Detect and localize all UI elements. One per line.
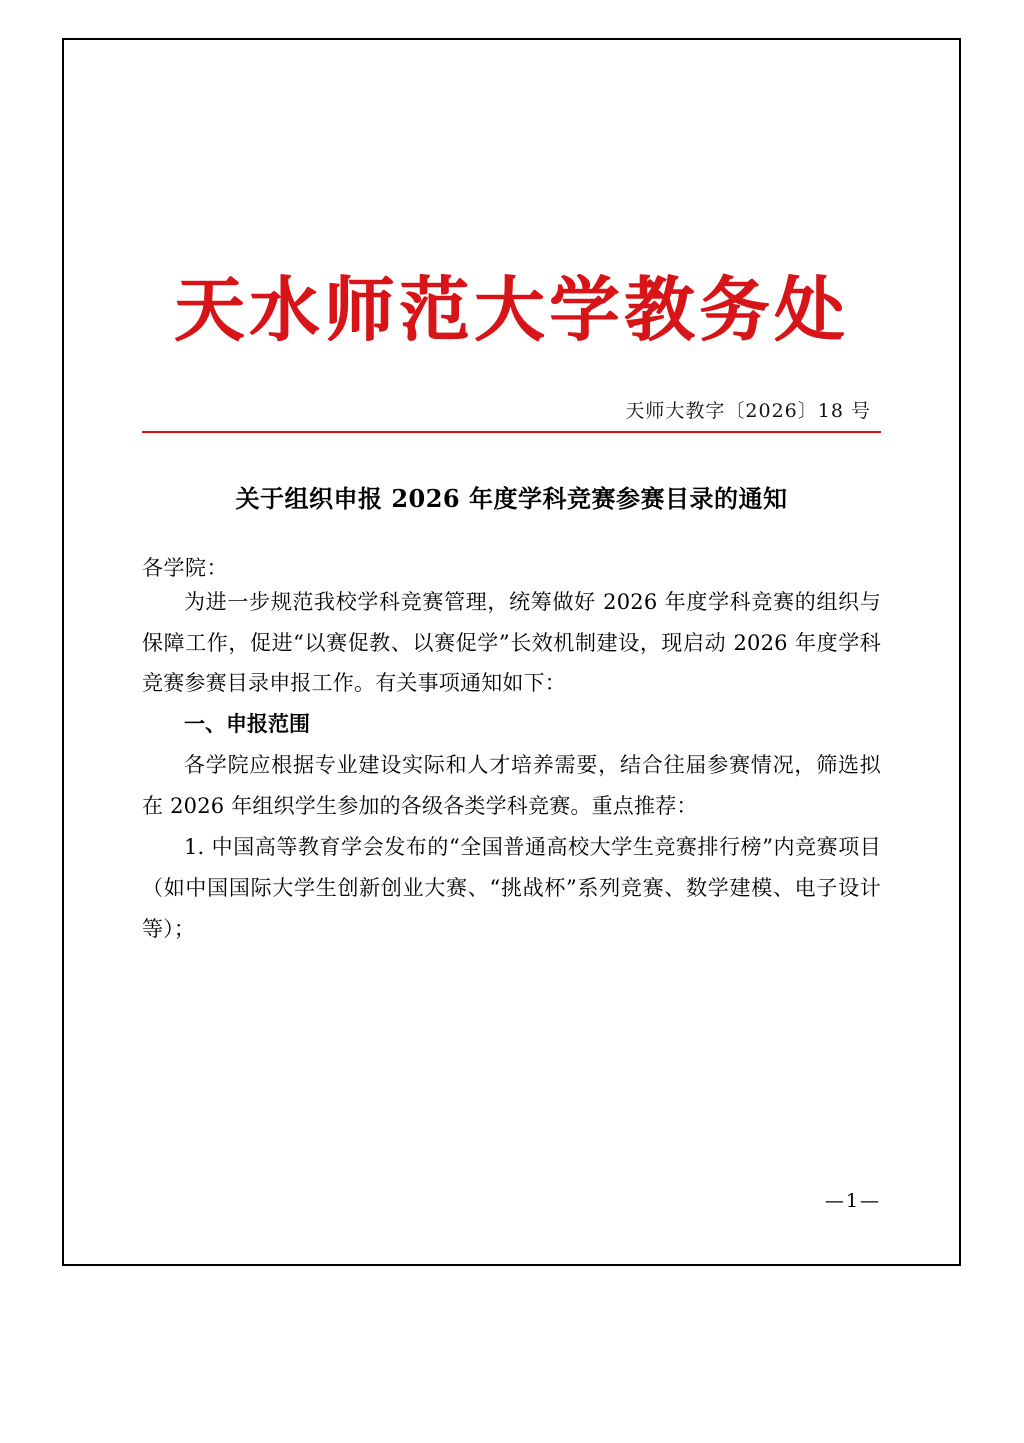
document-title: 关于组织申报 2026 年度学科竞赛参赛目录的通知 (235, 483, 788, 513)
masthead-title: 天水师范大学教务处 (174, 268, 849, 351)
document-content (64, 40, 959, 1264)
page-number: —1— (824, 1190, 881, 1212)
red-divider-rule (142, 431, 881, 433)
body-paragraph: 各学院应根据专业建设实际和人才培养需要，结合往届参赛情况，筛选拟在 2026 年组织学生参加的各级各类学科竞赛。重点推荐： (142, 753, 881, 819)
body-paragraph: 为进一步规范我校学科竞赛管理，统筹做好 2026 年度学科竞赛的组织与保障工作，促进“以赛促教、以赛促学”长效机制建设，现启动 2026 年度学科竞赛参赛目录申报工作。有关事项通知如下： (142, 589, 881, 696)
salutation: 各学院： (142, 555, 228, 580)
document-page (62, 38, 961, 1266)
body-paragraph: 1. 中国高等教育学会发布的“全国普通高校大学生竞赛排行榜”内竞赛项目（如中国国际大学生创新创业大赛、“挑战杯”系列竞赛、数学建模、电子设计等）； (142, 835, 881, 942)
section-heading-one: 一、申报范围 (184, 711, 310, 737)
document-number: 天师大教字〔2026〕18 号 (625, 399, 871, 422)
